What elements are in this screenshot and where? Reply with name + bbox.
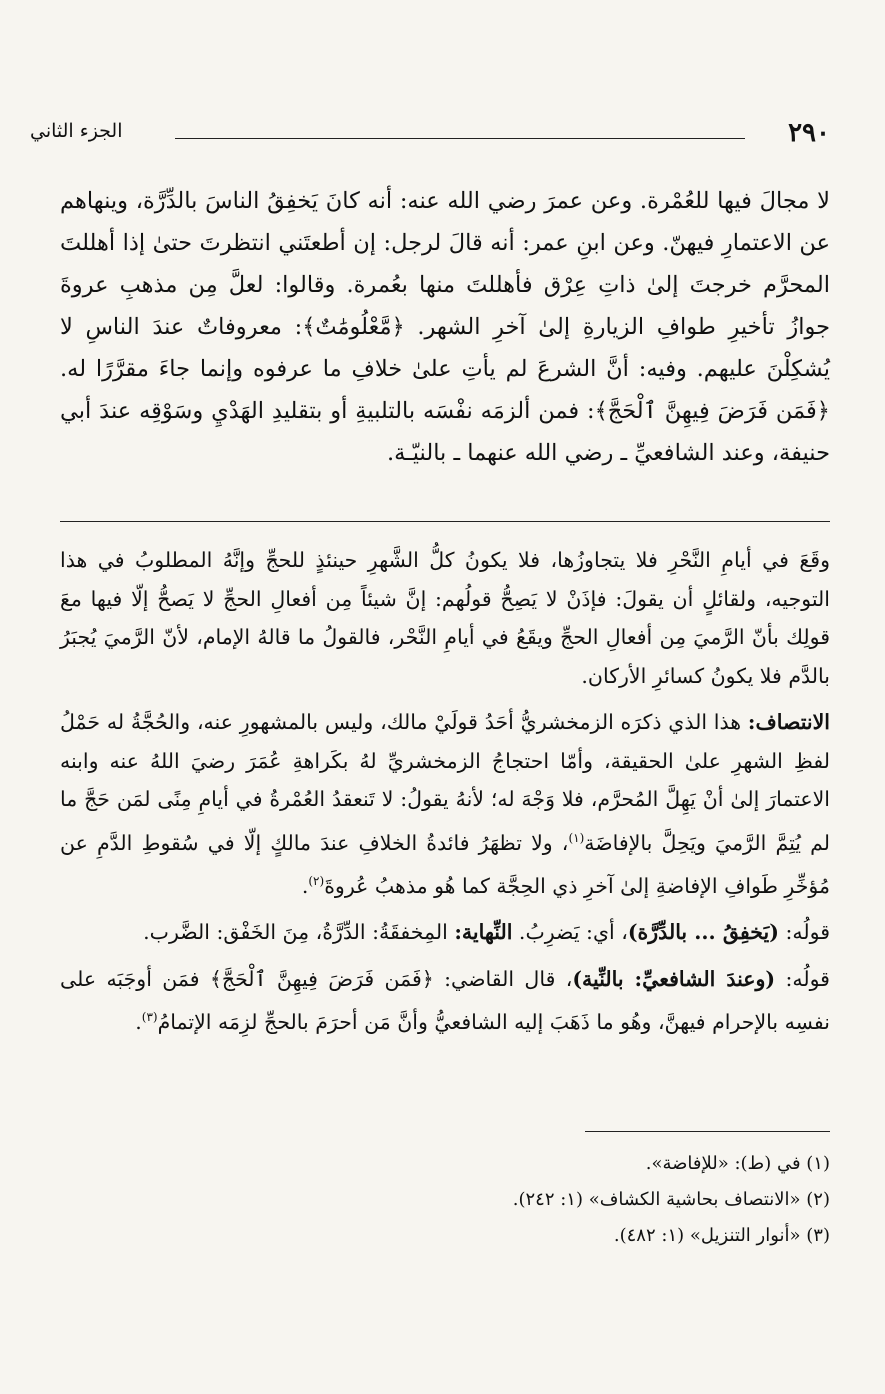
p3-intro: قولُه:: [778, 920, 830, 945]
footnote-ref-2[interactable]: (٢): [308, 873, 325, 888]
footnotes: [130, 1146, 830, 1254]
commentary-paragraph-4: [60, 960, 830, 1042]
footnote-3: (٣) «أنوار التنزيل» (١: ٤٨٢).: [613, 1225, 830, 1246]
p3-term: (يَخفِقُ ... بالدِّرَّة): [627, 920, 779, 945]
p4-body: ، قال القاضي: ﴿فَمَن فَرَضَ فِيهِنَّ ٱلْحَجَّ﴾ فمَن أوجَبَه على نفسِه بالإحرام فيهنَّ، وهُو ما ذَهَبَ إليه الشافعيُّ وأنَّ مَن أحرَمَ بالحجِّ لزِمَه الإتمامُ: [60, 966, 830, 1034]
commentary-p2-tail: ، ولا تظهَرُ فائدةُ الخلافِ عندَ مالكٍ إلّا في سُقوطِ الدَّمِ عن مُؤخِّرِ طَوافِ الإفاضةِ إلىٰ آخرِ ذي الحِجَّة كما هُو مذهبُ عُروةَ: [60, 830, 830, 898]
main-paragraph: لا مجالَ فيها للعُمْرة. وعن عمرَ رضي الله عنه: أنه كانَ يَخفِقُ الناسَ بالدِّرَّة، وينهاهم عن الاعتمارِ فيهنّ. وعن ابنِ عمر: أنه قالَ لرجل: إن أطعتَني انتظرتَ حتىٰ إذا أهللتَ المحرَّم خرجتَ إلىٰ ذاتِ عِرْق فأهللتَ منها بعُمرة. وقالوا: لعلَّ مِن مذهبِ عروةَ جوازُ تأخيرِ طوافِ الزيارةِ إلىٰ آخرِ الشهر. ﴿مَّعْلُومَٰتٌ﴾: معروفاتٌ عندَ الناسِ لا يُشكِلْنَ عليهم. وفيه: أنَّ الشرعَ لم يأتِ علىٰ خلافِ ما عرفوه وإنما جاءَ مقرَّرًا له. ﴿فَمَن فَرَضَ فِيهِنَّ ٱلْحَجَّ﴾: فمن ألزمَه نفْسَه بالتلبيةِ أو بتقليدِ الهَدْيِ وسَوْقِه عندَ أبي حنيفة، وعند الشافعيِّ ـ رضي الله عنهما ـ بالنيّـة.: [60, 188, 830, 466]
p3-nihaya-label: النِّهاية:: [454, 920, 513, 945]
commentary-text: [60, 541, 830, 1049]
page-header: [30, 118, 830, 158]
footnote-ref-1[interactable]: (١): [568, 830, 585, 845]
commentary-p2-body: هذا الذي ذكرَه الزمخشريُّ أحَدُ قولَيْ مالك، وليس بالمشهورِ عنه، والحُجَّةُ له حَمْلُ لفظِ الشهرِ علىٰ الحقيقة، وأمّا احتجاجُ الزمخشريِّ لهُ بكَراهةِ عُمَرَ رضيَ اللهُ عنه وابنه الاعتمارَ إلىٰ أنْ يَهِلَّ المُحرَّم، فلا وَجْهَ له؛ لأنهُ يقولُ: لا تَنعقدُ العُمْرةُ في أيامِ مِنًى لمَن حَجَّ ما لم يُتِمَّ الرَّميَ ويَحِلَّ بالإفاضَة: [60, 710, 831, 855]
intisaf-label: الانتصاف:: [747, 710, 830, 734]
p3-mid: ، أي: يَضرِبُ.: [512, 920, 628, 945]
page-number: ٢٩٠: [788, 118, 830, 148]
footnote-ref-3[interactable]: (٣): [141, 1010, 158, 1025]
footnote-divider: [585, 1131, 830, 1132]
commentary-paragraph-1: وقَعَ في أيامِ النَّحْرِ فلا يتجاوزُها، فلا يكونُ كلُّ الشَّهرِ حينئذٍ للحجِّ وإنَّهُ المطلوبُ في هذا التوجيه، ولقائلٍ أن يقولَ: فإذَنْ لا يَصِحُّ قولُهم: إنَّ شيئاً مِن أفعالِ الحجِّ لا يَصحُّ إلّا فيها معَ قولِك بأنّ الرَّميَ مِن أفعالِ الحجِّ ويقَعُ في أيامِ النَّحْر، فالقولُ ما قالهُ الإمام، لأنّ الرَّميَ يُجبَرُ بالدَّم فلا يكونُ كسائرِ الأركان.: [60, 548, 830, 688]
footnote-2: (٢) «الانتصاف بحاشية الكشاف» (١: ٢٤٢).: [512, 1189, 830, 1210]
footnote-1: (١) في (ط): «للإفاضة».: [645, 1153, 830, 1174]
p3-body: المِخفقَةُ: الدِّرَّةُ، مِنَ الخَفْق: الضَّرب.: [143, 920, 455, 945]
part-title: الجزء الثاني: [30, 120, 123, 142]
p4-intro: قولُه:: [775, 966, 830, 991]
section-divider: [60, 521, 830, 522]
header-rule: [175, 138, 745, 139]
p4-term: (وعندَ الشافعيِّ: بالنِّية): [572, 966, 776, 991]
commentary-paragraph-2: [60, 703, 830, 905]
p4-end: .: [135, 1009, 142, 1034]
commentary-paragraph-3: [60, 913, 830, 952]
main-text: [60, 180, 830, 474]
commentary-p2-end: .: [301, 873, 309, 898]
